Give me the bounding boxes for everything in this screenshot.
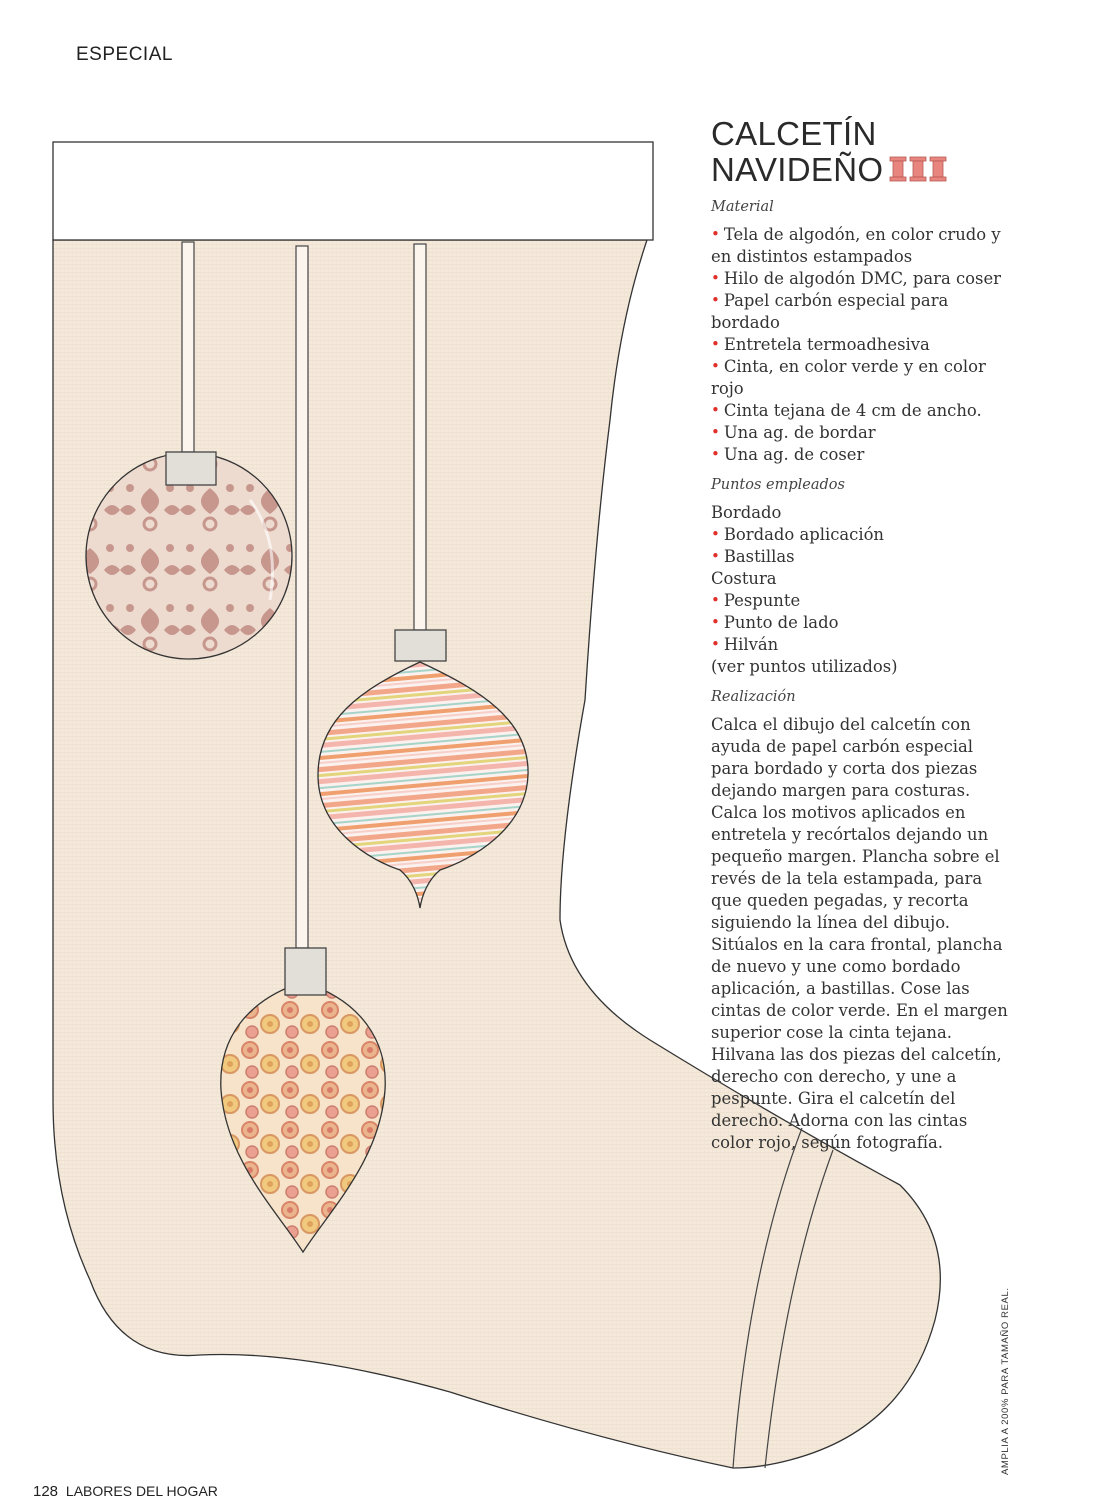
scale-note: AMPLIA A 200% PARA TAMAÑO REAL. <box>1000 1287 1011 1475</box>
list-item <box>711 422 1011 444</box>
bullet-icon: • <box>711 423 720 441</box>
article-title <box>711 116 947 188</box>
realizacion-text: Calca el dibujo del calcetín con ayuda de papel carbón especial para bordado y corta dos piezas dejando margen para costuras. Calca los motivos aplicados en entretela y recórtalos dejando un pequeño margen. Plancha sobre el revés de la tela estampada, para que queden pegadas, y recorta siguiendo la línea del dibujo. Sitúalos en la cara frontal, plancha de nuevo y une como bordado aplicación, a bastillas. Cose las cintas de color verde. En el margen superior cose la cinta tejana. Hilvana las dos piezas del calcetín, derecho con derecho, y une a pespunte. Gira el calcetín del derecho. Adorna con las cintas color rojo, según fotografía. <box>711 715 1008 1152</box>
list-item <box>711 290 1011 334</box>
title-line-2-text: NAVIDEÑO <box>711 151 884 188</box>
puntos-note: (ver puntos utilizados) <box>711 657 898 676</box>
list-item-text: Hilván <box>723 635 779 654</box>
list-item-text: Papel carbón especial para bordado <box>711 291 949 332</box>
bullet-icon: • <box>711 401 720 419</box>
bullet-icon: • <box>711 357 720 375</box>
ribbon-strip <box>414 244 426 630</box>
list-item-text: Una ag. de coser <box>723 445 865 464</box>
ribbon-strip <box>296 246 308 948</box>
bullet-icon: • <box>711 525 720 543</box>
list-item <box>711 356 1011 400</box>
ornament-cap <box>285 948 326 995</box>
bullet-icon: • <box>711 291 720 309</box>
list-item <box>711 400 1011 422</box>
puntos-group-costura: Costura <box>711 569 777 588</box>
instructions-column <box>711 196 1011 1154</box>
bullet-icon: • <box>711 269 720 287</box>
realizacion-heading: Realización <box>711 689 796 705</box>
list-item-text: Una ag. de bordar <box>723 423 876 442</box>
list-item-text: Tela de algodón, en color crudo y en distintos estampados <box>711 225 1001 266</box>
puntos-group-bordado: Bordado <box>711 503 782 522</box>
page-footer <box>33 1483 218 1500</box>
bullet-icon: • <box>711 613 720 631</box>
material-list <box>711 224 1011 466</box>
material-heading: Material <box>711 199 774 215</box>
list-item-text: Punto de lado <box>723 613 839 632</box>
ornament-cap <box>166 452 216 485</box>
thread-spools-icon <box>889 156 947 182</box>
list-item <box>711 590 1011 612</box>
list-item <box>711 268 1011 290</box>
page-number: 128 <box>33 1483 59 1500</box>
costura-list <box>711 590 1011 656</box>
ornament-cap <box>395 630 446 661</box>
bordado-list <box>711 524 1011 568</box>
bullet-icon: • <box>711 591 720 609</box>
list-item <box>711 334 1011 356</box>
list-item-text: Pespunte <box>723 591 801 610</box>
list-item-text: Entretela termoadhesiva <box>723 335 930 354</box>
bullet-icon: • <box>711 335 720 353</box>
bullet-icon: • <box>711 635 720 653</box>
list-item-text: Bastillas <box>723 547 795 566</box>
ribbon-strip <box>182 242 194 452</box>
publication-name: LABORES DEL HOGAR <box>65 1483 218 1499</box>
list-item <box>711 524 1011 546</box>
section-label: ESPECIAL <box>76 44 173 65</box>
list-item-text: Cinta tejana de 4 cm de ancho. <box>723 401 982 420</box>
puntos-heading: Puntos empleados <box>711 477 845 493</box>
title-line-1: CALCETÍN <box>711 115 877 152</box>
bullet-icon: • <box>711 445 720 463</box>
list-item <box>711 634 1011 656</box>
title-line-2 <box>711 152 947 188</box>
stocking-cuff <box>53 142 653 240</box>
list-item <box>711 444 1011 466</box>
list-item <box>711 612 1011 634</box>
list-item-text: Cinta, en color verde y en color rojo <box>711 357 986 398</box>
list-item <box>711 224 1011 268</box>
bullet-icon: • <box>711 225 720 243</box>
list-item-text: Bordado aplicación <box>723 525 884 544</box>
list-item-text: Hilo de algodón DMC, para coser <box>723 269 1001 288</box>
bullet-icon: • <box>711 547 720 565</box>
list-item <box>711 546 1011 568</box>
